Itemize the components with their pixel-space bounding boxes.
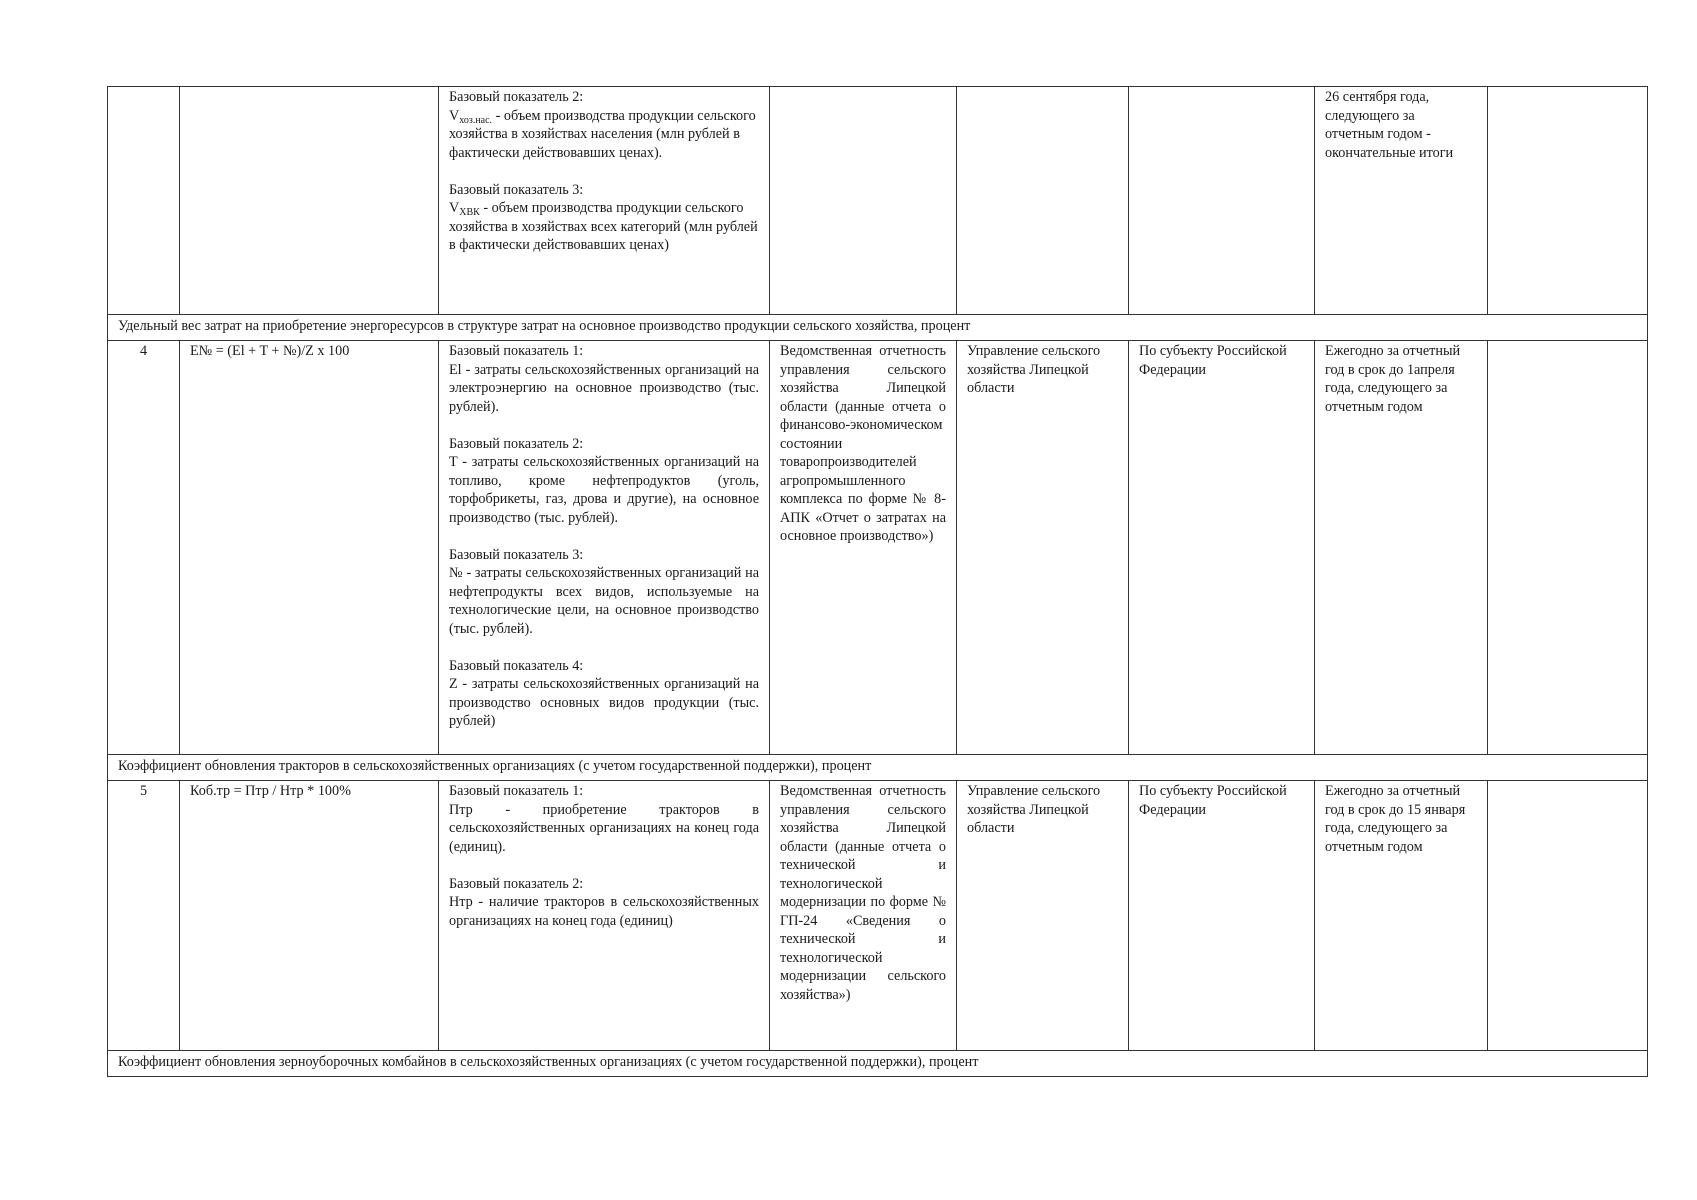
cell-number [108,87,180,315]
variable-subscript: хоз.нас. [459,114,493,126]
section-header-row [108,315,1648,341]
cell-periodicity: Ежегодно за отчетный год в срок до 15 января года, следующего за отчетным годом [1315,781,1488,1051]
table-row [108,341,1648,755]
cell-level: По субъекту Российской Федерации [1129,781,1315,1051]
variable-symbol: V [449,200,460,216]
cell-periodicity: 26 сентября года, следующего за отчетным годом - окончательные итоги [1315,87,1488,315]
cell-base-indicators [439,781,770,1051]
base-indicator-label: Базовый показатель 2: [449,435,584,452]
base-indicator-description: - объем производства продукции сельского хозяйства в хозяйствах населения (млн рублей в фактически действовавших ценах). [449,107,756,161]
table-row [108,87,1648,315]
base-indicator-label: Базовый показатель 3: [449,546,584,563]
base-indicator-label: Базовый показатель 2: [449,89,584,105]
cell-base-indicators [439,341,770,755]
section-title: Коэффициент обновления тракторов в сельскохозяйственных организациях (с учетом государственной поддержки), процент [108,755,1648,781]
section-title: Коэффициент обновления зерноуборочных комбайнов в сельскохозяйственных организациях (с учетом государственной поддержки), процент [108,1051,1648,1077]
base-indicator-label: Базовый показатель 4: [449,657,584,674]
base-indicator-text [449,199,759,255]
cell-source: Ведомственная отчетность управления сельского хозяйства Липецкой области (данные отчета о финансово-экономическом состоянии товаропроизводителей агропромышленного комплекса по форме № 8-АПК «Отчет о затратах на основное производство») [770,341,957,755]
cell-number: 4 [108,341,180,755]
base-indicator-text: № - затраты сельскохозяйственных организаций на нефтепродукты всех видов, используемые на технологические цели, на основное производство (тыс. рублей). [449,565,759,637]
cell-base-indicators [439,87,770,315]
cell-formula [180,87,439,315]
cell-responsible [957,87,1129,315]
cell-level: По субъекту Российской Федерации [1129,341,1315,755]
base-indicator-text: Нтр - наличие тракторов в сельскохозяйственных организациях на конец года (единиц) [449,894,759,929]
base-indicator-text: Z - затраты сельскохозяйственных организаций на производство основных видов продукции (тыс. рублей) [449,676,759,729]
section-header-row [108,755,1648,781]
cell-extra [1488,341,1648,755]
variable-subscript: ХВК [459,207,480,218]
base-indicator-text: El - затраты сельскохозяйственных организаций на электроэнергию на основное производство (тыс. рублей). [449,361,759,415]
table-row [108,781,1648,1051]
cell-level [1129,87,1315,315]
indicators-table [107,86,1648,1077]
cell-source: Ведомственная отчетность управления сельского хозяйства Липецкой области (данные отчета о технической и технологической модернизации по форме № ГП-24 «Сведения о технической и технологической модернизации сельского хозяйства») [770,781,957,1051]
cell-formula: Коб.тр = Птр / Нтр * 100% [180,781,439,1051]
cell-periodicity: Ежегодно за отчетный год в срок до 1апреля года, следующего за отчетным годом [1315,341,1488,755]
base-indicator-text: Птр - приобретение тракторов в сельскохозяйственных организациях на конец года (единиц). [449,801,759,855]
base-indicator-label: Базовый показатель 3: [449,181,584,198]
variable-symbol: V [449,107,460,124]
cell-number: 5 [108,781,180,1051]
base-indicator-label: Базовый показатель 1: [449,783,584,799]
base-indicator-description: - объем производства продукции сельского хозяйства в хозяйствах всех категорий (млн рублей в фактически действовавших ценах) [449,200,758,253]
cell-formula: E№ = (El + T + №)/Z x 100 [180,341,439,755]
base-indicator-label: Базовый показатель 1: [449,343,584,359]
base-indicator-label: Базовый показатель 2: [449,875,584,892]
base-indicator-text: T - затраты сельскохозяйственных организаций на топливо, кроме нефтепродуктов (уголь, торфобрикеты, газ, дрова и другие), на основное производство (тыс. рублей). [449,454,759,526]
section-title: Удельный вес затрат на приобретение энергоресурсов в структуре затрат на основное производство продукции сельского хозяйства, процент [108,315,1648,341]
cell-responsible: Управление сельского хозяйства Липецкой области [957,341,1129,755]
document-page [107,86,1647,1077]
base-indicator-text [449,107,759,163]
section-header-row [108,1051,1648,1077]
cell-extra [1488,781,1648,1051]
cell-source [770,87,957,315]
cell-responsible: Управление сельского хозяйства Липецкой области [957,781,1129,1051]
cell-extra [1488,87,1648,315]
